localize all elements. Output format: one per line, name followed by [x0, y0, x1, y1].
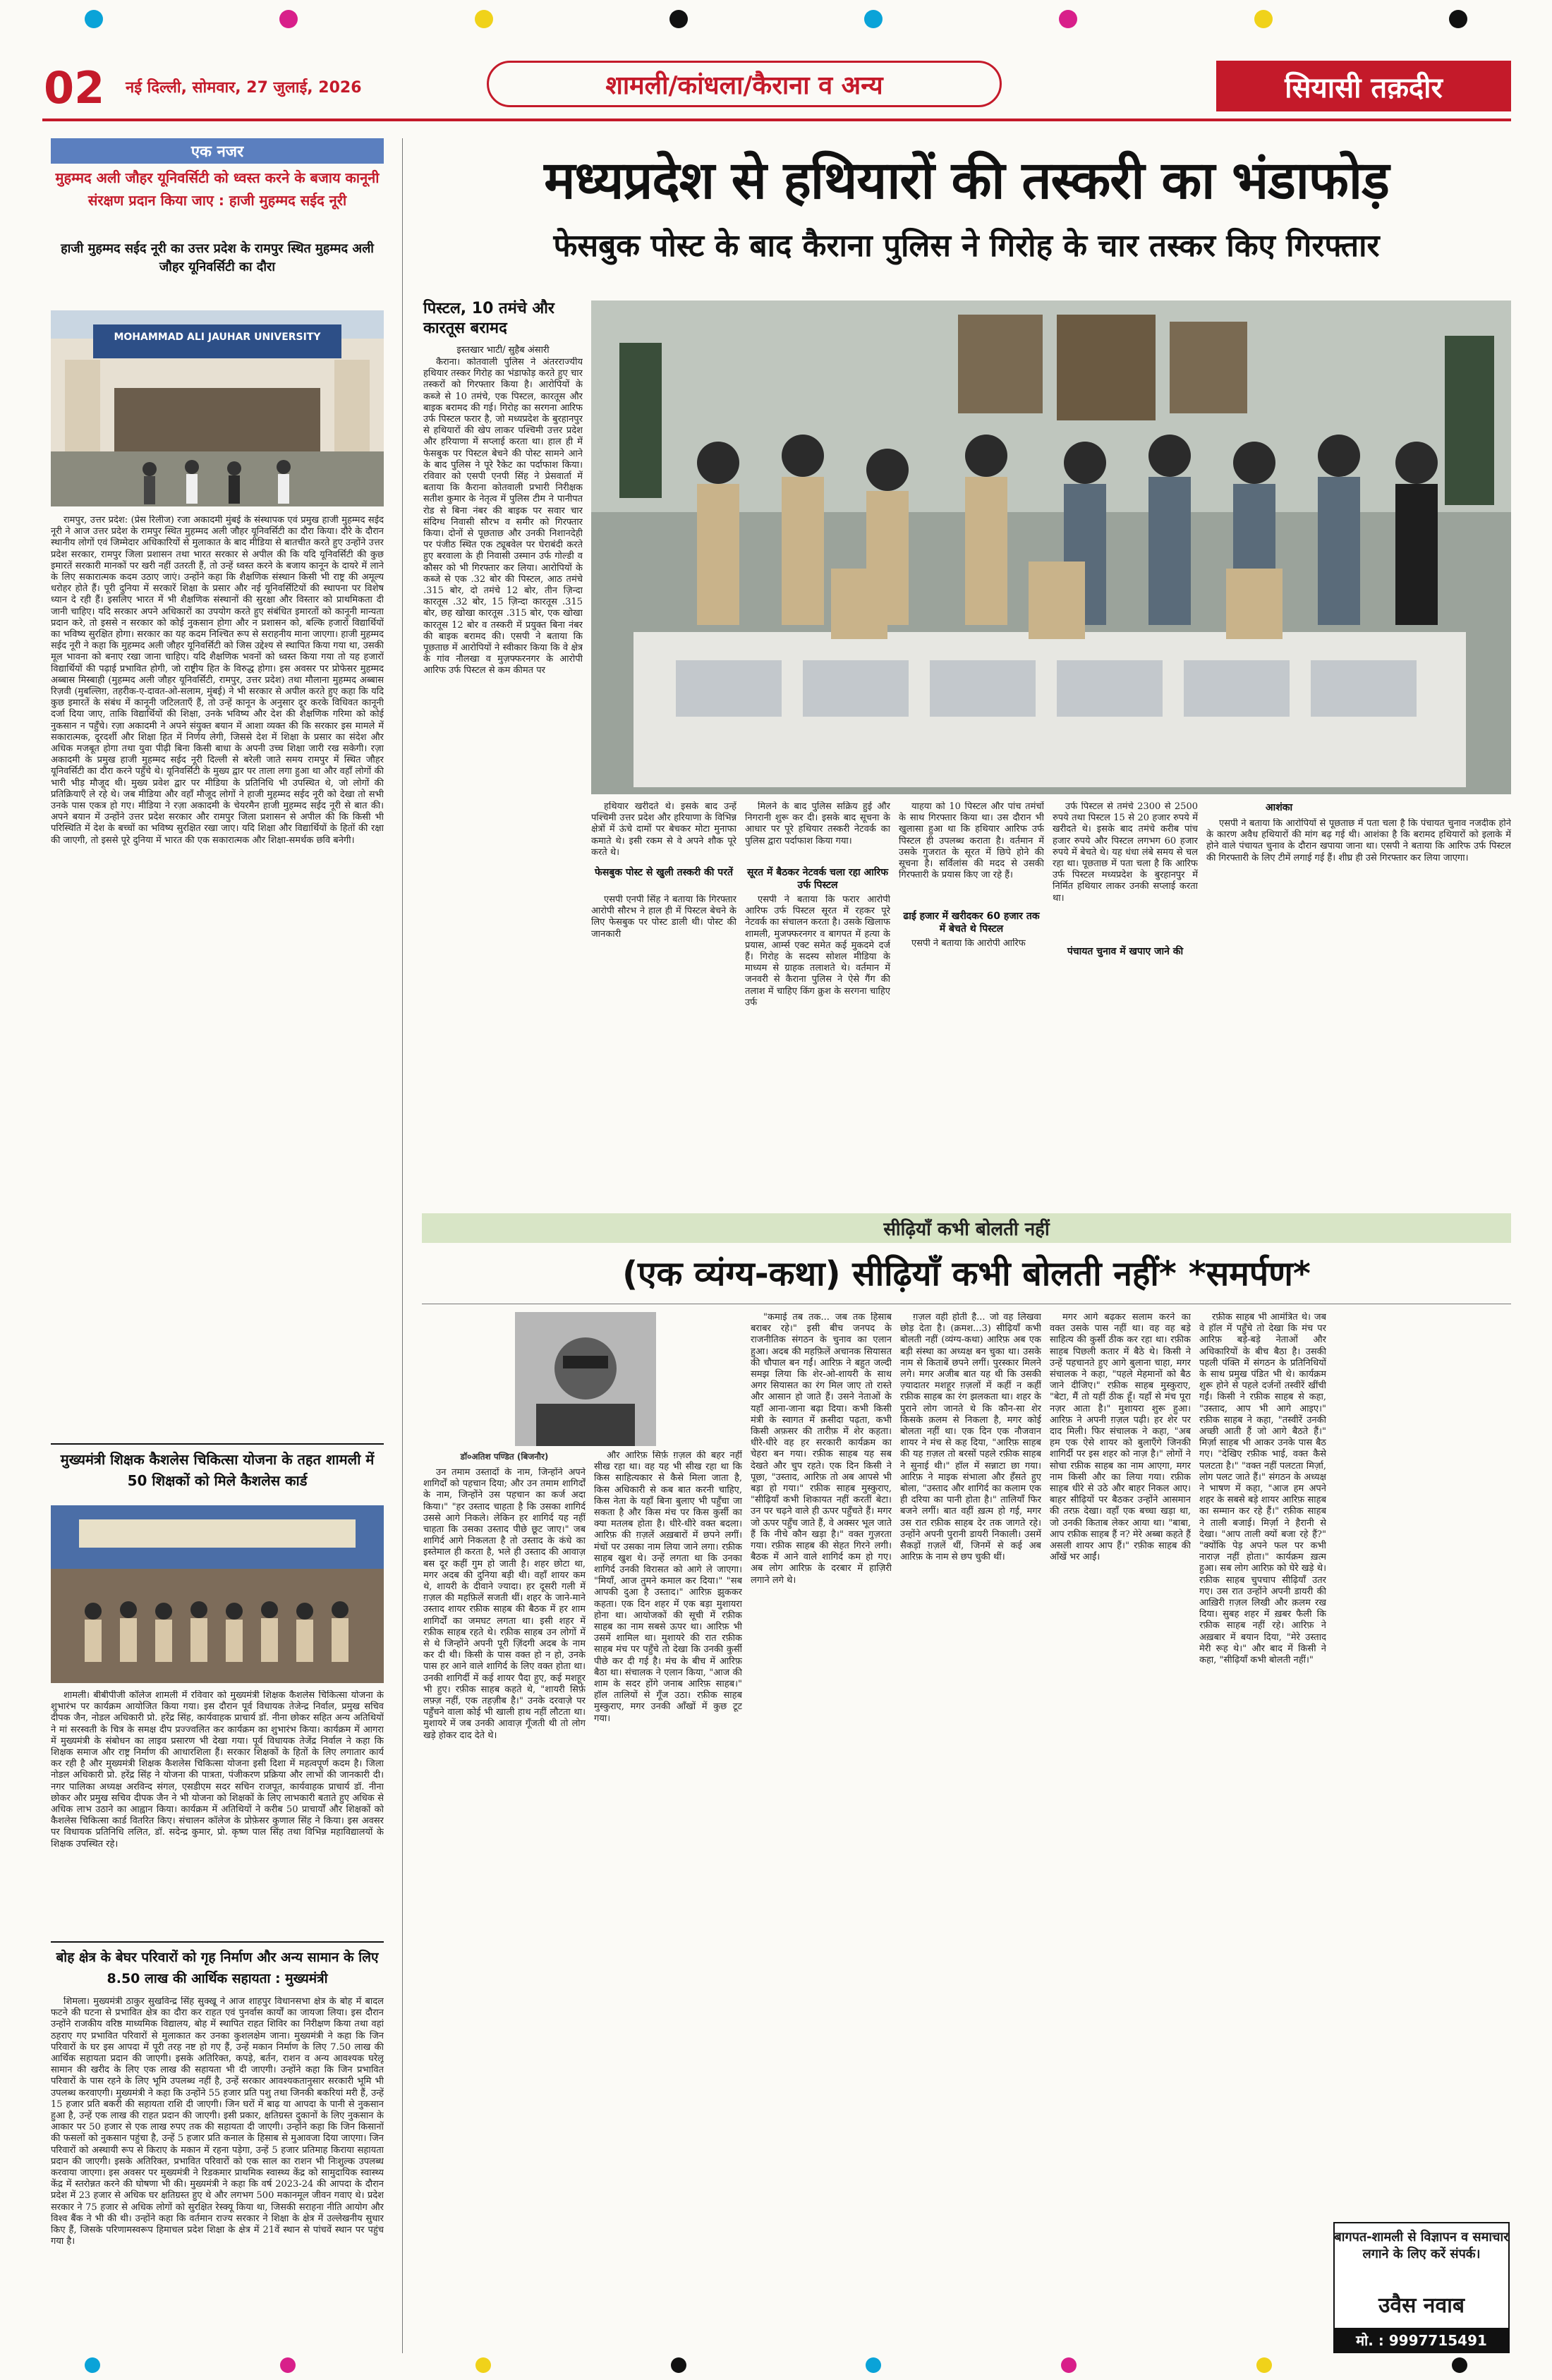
main-story-col1 [423, 357, 583, 1201]
story-headline: मुहम्मद अली जौहर यूनिवर्सिटी को ध्वस्त करने के बजाय कानूनी संरक्षण प्रदान किया जाए : हाजी मुहम्मद सईद नूरी [55, 169, 380, 209]
main-story-col4b [899, 938, 1044, 1202]
story-paragraph: रफ़ीक साहब भी आमंत्रित थे। जब वे हॉल में पहुँचे तो देखा कि मंच पर आरिफ़ बड़े-बड़े नेताओं और अधिकारियों के बीच बैठा है। उसकी पहली पंक्ति में संगठन के प्रतिनिधियों के साथ प्रमुख पंडित भी थे। कार्यक्रम शुरू होने से पहले दर्जनों तस्वीरें खींची गईं। किसी ने रफ़ीक साहब से कहा, "उस्ताद, आप भी आगे आइए।" रफ़ीक साहब ने कहा, "तस्वीरें उनकी अच्छी आती हैं जो आगे बैठते हैं।" मिर्ज़ा साहब भी आकर उनके पास बैठ गए। "देखिए रफ़ीक भाई, वक्त कैसे पलटता है।" "वक्त नहीं पलटता मिर्ज़ा, लोग पलट जाते हैं।" संगठन के अध्यक्ष ने भाषण में कहा, "आज हम अपने शहर के सबसे बड़े शायर आरिफ़ साहब का सम्मान कर रहे हैं।" रफ़ीक साहब ने ताली बजाई। मिर्ज़ा ने हैरानी से देखा। "आप ताली क्यों बजा रहे हैं?" "क्योंकि पेड़ अपने फल पर कभी नाराज़ नहीं होता।" कार्यक्रम ख़त्म हुआ। सब लोग आरिफ़ को घेरे खड़े थे। रफ़ीक साहब चुपचाप सीढ़ियाँ उतर गए। उस रात उन्होंने अपनी डायरी की आख़िरी ग़ज़ल लिखी और क़लम रख दिया। सुबह शहर में ख़बर फैली कि रफ़ीक साहब नहीं रहे। आरिफ़ ने अख़बार में बयान दिया, "मेरे उस्ताद मेरी रूह थे।" और बाद में किसी ने कहा, "सीढ़ियाँ कभी बोलती नहीं।" [1199, 1312, 1326, 1666]
reg-mark [866, 2357, 881, 2373]
main-headline: मध्यप्रदेश से हथियारों की तस्करी का भंडाफोड़ [544, 150, 1389, 211]
story-paragraph: एसपी एनपी सिंह ने बताया कि गिरफ्तार आरोपी सौरभ ने हाल ही में पिस्टल बेचने के लिए फेसबुक पर पोस्ट डाली थी। पोस्ट की जानकारी [591, 894, 736, 940]
reg-mark [280, 2357, 296, 2373]
story-paragraph: एसपी ने बताया कि आरोपी आरिफ [911, 938, 1026, 949]
author-caption: डॉ०अतिश पण्डित (बिजनौर) [460, 1452, 549, 1462]
story-paragraph: मगर आगे बढ़कर सलाम करने का वक्त उसके पास नहीं था। वह वह बड़े साहित्य की कुर्सी ठीक कर रहा था। रफ़ीक साहब पिछली कतार में बैठे थे। किसी ने उन्हें पहचानते हुए आगे बुलाना चाहा, मगर संचालक ने कहा, "पहले मेहमानों को बैठ जाने दीजिए।" रफ़ीक साहब मुस्कुराए, "बेटा, मैं तो यहीं ठीक हूँ। यहाँ से मंच पूरा नज़र आता है।" मुशायरा शुरू हुआ। आरिफ़ ने अपनी ग़ज़ल पढ़ी। हर शेर पर दाद मिली। फिर संचालक ने कहा, "अब हम एक ऐसे शायर को बुलाएँगे जिनकी शागिर्दी पर इस शहर को नाज़ है।" लोगों ने सोचा रफ़ीक साहब का नाम आएगा, मगर नाम किसी और का लिया गया। रफ़ीक साहब धीरे से उठे और बाहर निकल आए। बाहर सीढ़ियों पर बैठकर उन्होंने आसमान की तरफ़ देखा। वहाँ एक बच्चा खड़ा था, जो उनकी किताब लेकर आया था। "बाबा, आप रफ़ीक साहब हैं न? मेरे अब्बा कहते हैं असली शायर आप हैं।" रफ़ीक साहब की आँखें भर आईं। [1050, 1312, 1191, 1563]
relief-story-body [51, 1996, 384, 2353]
column-subhead: फेसबुक पोस्ट से खुली तस्करी की परतें [595, 867, 733, 878]
divider [51, 1443, 384, 1445]
satire-col3 [751, 1312, 892, 2353]
reg-mark [671, 2357, 686, 2373]
column-subhead: ढाई हजार में खरीदकर 60 हजार तक में बेचते थे पिस्टल [903, 911, 1040, 935]
photo-sign-text: MOHAMMAD ALI JAUHAR UNIVERSITY [114, 332, 321, 343]
story-headline: बोह क्षेत्र के बेघर परिवारों को गृह निर्माण और अन्य सामान के लिए 8.50 लाख की आर्थिक सहायता : मुख्यमंत्री [56, 1950, 379, 1986]
left-story-body [51, 515, 384, 1439]
reg-mark [85, 2357, 100, 2373]
story-paragraph: "कमाई तब तक... जब तक हिसाब बराबर रहे।" इसी बीच जनपद के राजनीतिक संगठन के चुनाव का एलान हुआ। अदब की महफ़िलें अचानक सियासत की चौपाल बन गईं। आरिफ़ ने बहुत जल्दी समझ लिया कि शेर-ओ-शायरी के साथ अगर सियासत का रंग मिल जाए तो रास्ते और आसान हो जाते हैं। उसने नेताओं के यहाँ आना-जाना बढ़ा दिया। कभी किसी मंत्री के स्वागत में क़सीदा पढ़ता, कभी किसी अफ़सर की तारीफ़ में शेर कहता। धीरे-धीरे वह हर सरकारी कार्यक्रम का चेहरा बन गया। रफ़ीक साहब यह सब देखते और चुप रहते। एक दिन किसी ने पूछा, "उस्ताद, आरिफ़ तो अब आपसे भी बड़ा हो गया।" रफ़ीक साहब मुस्कुराए, "सीढ़ियाँ कभी शिकायत नहीं करतीं बेटा। उन पर चढ़ने वाले ही ऊपर पहुँचते हैं। मगर जो ऊपर पहुँच जाते हैं, वे अक्सर भूल जाते हैं कि नीचे कौन खड़ा है।" वक्त गुज़रता गया। रफ़ीक साहब की सेहत गिरने लगी। बैठक में आने वाले शागिर्द कम हो गए। अब लोग आरिफ़ के दरबार में हाज़िरी लगाने लगे थे। [751, 1312, 892, 1586]
university-photo [51, 310, 384, 506]
story-paragraph: और आरिफ़ सिर्फ़ ग़ज़ल की बहर नहीं सीख रहा था। वह यह भी सीख रहा था कि किस साहित्यकार से कैसे मिला जाता है, किस अधिकारी से कब बात करनी चाहिए, किस नेता के यहाँ बिना बुलाए भी पहुँचा जा सकता है और किस मंच पर किस कुर्सी का क्या मतलब होता है। धीरे-धीरे वक्त बदला। आरिफ़ की ग़ज़लें अख़बारों में छपने लगीं। मंचों पर उसका नाम लिया जाने लगा। रफ़ीक साहब खुश थे। उन्हें लगता था कि उनका शागिर्द उनकी विरासत को आगे ले जाएगा। "मियाँ, आज तुमने कमाल कर दिया।" "सब आपकी दुआ है उस्ताद।" आरिफ़ झुककर कहता। एक दिन शहर में एक बड़ा मुशायरा होना था। आयोजकों की सूची में रफ़ीक साहब का नाम सबसे ऊपर था। आरिफ़ भी उसमें शामिल था। मुशायरे की रात रफ़ीक साहब मंच पर पहुँचे तो देखा कि उनकी कुर्सी पीछे कर दी गई है। मंच के बीच में आरिफ़ बैठा था। संचालक ने एलान किया, "आज की शाम के सदर होंगे जनाब आरिफ़ साहब।" हॉल तालियों से गूँज उठा। रफ़ीक साहब मुस्कुराए, मगर उनकी आँखों में कुछ टूट गया। [594, 1450, 742, 1724]
reg-mark [1452, 2357, 1467, 2373]
satire-col4 [900, 1312, 1041, 2353]
reg-mark [669, 10, 688, 28]
column-subhead: पिस्टल, 10 तमंचे और कारतूस बरामद [423, 300, 554, 337]
reg-mark [1449, 10, 1467, 28]
masthead-rule [42, 119, 1511, 121]
story-paragraph: शिमला। मुख्यमंत्री ठाकुर सुखविन्द्र सिंह सुक्खू ने आज शाहपुर विधानसभा क्षेत्र के बोह में बादल फटने की घटना से प्रभावित क्षेत्र का दौरा कर राहत एवं पुनर्वास कार्यों का जायजा लिया। इस दौरान उन्होंने राजकीय वरिष्ठ माध्यमिक विद्यालय, बोह में स्थापित राहत शिविर का निरीक्षण किया तथा वहां ठहराए गए प्रभावित परिवारों से मुलाकात कर उनका कुशलक्षेम जाना। मुख्यमंत्री ने कहा कि जिन परिवारों के घर इस आपदा में पूरी तरह नष्ट हो गए हैं, उन्हें मकान निर्माण के लिए 7.50 लाख की आर्थिक सहायता प्रदान की जाएगी। इसके अतिरिक्त, कपड़े, बर्तन, राशन व अन्य आवश्यक घरेलू सामान की खरीद के लिए एक लाख की सहायता भी दी जाएगी। उन्होंने कहा कि जिन प्रभावित परिवारों के पास रहने के लिए भूमि उपलब्ध नहीं है, उन्हें सरकार आवश्यकतानुसार सरकारी भूमि भी उपलब्ध करवाएगी। मुख्यमंत्री ने कहा कि उन्होंने 55 हजार प्रति पशु तथा जिनकी बकरियां मरी हैं, उन्हें 15 हजार प्रति बकरी की सहायता राशि दी जाएगी। जिन घरों में बाढ़ या आपदा के पानी से नुकसान हुआ है, उन्हें एक लाख की राहत प्रदान की जाएगी। इसी प्रकार, क्षतिग्रस्त दुकानों के लिए नुकसान के आकार पर 50 हजार से एक लाख रुपए तक की सहायता दी जाएगी। उन्होंने कहा कि जिन किसानों की फसलों को नुकसान पहुंचा है, उन्हें 5 हजार प्रति कनाल के हिसाब से मुआवजा दिया जाएगा। जिन परिवारों को अस्थायी रूप से किराए के मकान में रहना पड़ेगा, उन्हें 5 हजार प्रतिमाह किराया सहायता प्रदान की जाएगी। इसके अतिरिक्त, प्रभावित परिवारों को एक साल का राशन भी निःशुल्क उपलब्ध करवाया जाएगा। इस अवसर पर मुख्यमंत्री ने रिडकमार प्राथमिक स्वास्थ्य केंद्र को सामुदायिक स्वास्थ्य केंद्र में स्तरोन्नत करने की घोषणा भी की। मुख्यमंत्री ने कहा कि वर्ष 2023-24 की आपदा के दौरान प्रदेश में 23 हजार से अधिक घर क्षतिग्रस्त हुए थे और लगभग 500 मकानमूल जीवन गवाए थे। प्रदेश सरकार ने 75 हजार से अधिक लोगों को सुरक्षित रेस्क्यू किया था, जिसकी सराहना नीति आयोग और विश्व बैंक ने भी की थी। उन्होंने कहा कि वर्तमान राज्य सरकार ने शिक्षा के क्षेत्र में उल्लेखनीय सुधार किए हैं, जिसके परिणामस्वरूप हिमाचल प्रदेश शिक्षा के क्षेत्र में 21वें स्थान से पांचवें स्थान पर पहुंच गया है। [51, 1996, 384, 2247]
column-subhead: आशंका [1265, 802, 1293, 813]
story-paragraph: कैराना। कोतवाली पुलिस ने अंतरराज्यीय हथियार तस्कर गिरोह का भंडाफोड़ करते हुए चार तस्करों को गिरफ्तार किया है। आरोपियों के कब्जे से 10 तमंचे, एक पिस्टल, कारतूस और बाइक बरामद की गई। गिरोह का सरगना आरिफ उर्फ पिस्टल फरार है, जो मध्यप्रदेश के बुरहानपुर से हथियारों की खेप लाकर पश्चिमी उत्तर प्रदेश और हरियाणा में सप्लाई करता था। हाल ही में फेसबुक पर पिस्टल बेचने की पोस्ट सामने आने के बाद पुलिस ने पूरे रैकेट का पर्दाफाश किया। रविवार को एसपी एनपी सिंह ने प्रेसवार्ता में बताया कि कैराना कोतवाली प्रभारी निरीक्षक सतीश कुमार के नेतृत्व में पुलिस टीम ने पानीपत रोड से बिना नंबर की बाइक पर सवार चार संदिग्ध निवासी सौरभ व समीर को गिरफ्तार किया। दोनों से पूछताछ और उनकी निशानदेही पर पंजीठ स्थित एक ट्यूबवेल पर घेराबंदी करते हुए बरवाला के ही निवासी उस्मान उर्फ गोल्डी व कौसर को भी गिरफ्तार कर लिया। आरोपियों के कब्जे से एक .32 बोर की पिस्टल, आठ तमंचे .315 बोर, दो तमंचे 12 बोर, तीन ज़िन्दा कारतूस .32 बोर, 15 ज़िन्दा कारतूस .315 बोर, छह खोखा कारतूस .315 बोर, एक खोखा कारतूस 12 बोर व तस्करी में प्रयुक्त बिना नंबर की बाइक बरामद की। एसपी ने बताया कि पूछताछ में आरोपियों ने स्वीकार किया कि वे क्षेत्र के गांव नौलखा व मुज़फ्फरनगर के आरोपी आरिफ उर्फ पिस्टल से कम कीमत पर [423, 357, 583, 676]
main-subhead: फेसबुक पोस्ट के बाद कैराना पुलिस ने गिरोह के चार तस्कर किए गिरफ्तार [553, 228, 1380, 264]
brand-logo: सियासी तक़दीर [1216, 61, 1511, 111]
column-rule [402, 138, 403, 2353]
story-headline: मुख्यमंत्री शिक्षक कैशलेस चिकित्सा योजना के तहत शामली में 50 शिक्षकों को मिले कैशलेस कार्ड [60, 1451, 375, 1489]
ad-text: बागपत-शामली से विज्ञापन व समाचार लगाने के लिए करें संपर्क। [1334, 2230, 1509, 2261]
reg-mark [85, 10, 103, 28]
reg-mark [1061, 2357, 1077, 2373]
story-paragraph: उर्फ पिस्टल से तमंचे 2300 से 2500 रुपये तथा पिस्टल 15 से 20 हजार रुपये में खरीदते थे। इसके बाद तमंचे करीब पांच हजार रुपये और पिस्टल लगभग 60 हजार रुपये में बेचते थे। यह धंधा लंबे समय से चल रहा था। पूछताछ में पता चला है कि आरिफ उर्फ पिस्टल मध्यप्रदेश के बुरहानपुर में निर्मित हथियार लाकर उनकी सप्लाई करता था। [1053, 801, 1198, 904]
ad-contact-name: उवैस नवाब [1378, 2293, 1465, 2318]
section-tag: एक नजर [51, 138, 384, 164]
main-story-col3b [745, 894, 890, 1202]
column-subhead: सूरत में बैठकर नेटवर्क चला रहा आरिफ उर्फ पिस्टल [746, 867, 888, 891]
main-story-col2 [591, 801, 736, 865]
date-line: नई दिल्ली, सोमवार, 27 जुलाई, 2026 [126, 79, 362, 97]
story-paragraph: ग़ज़ल वही होती है... जो वह लिखवा छोड़ देता है। (क्रमश...3) सीढ़ियाँ कभी बोलती नहीं (व्यंग्य-कथा) आरिफ़ अब एक बड़ी संस्था का अध्यक्ष बन चुका था। उसके नाम से किताबें छपने लगीं। पुरस्कार मिलने लगे। मगर अजीब बात यह थी कि उसकी ज़्यादातर मशहूर ग़ज़लों में कहीं न कहीं रफ़ीक साहब का रंग झलकता था। शहर के पुराने लोग जानते थे कि कौन-सा शेर किसके क़लम से निकला है, मगर कोई बोलता नहीं था। एक दिन एक नौजवान शायर ने मंच से कह दिया, "आरिफ़ साहब की यह ग़ज़ल तो बरसों पहले रफ़ीक साहब ने सुनाई थी।" हॉल में सन्नाटा छा गया। आरिफ़ ने माइक संभाला और हँसते हुए बोला, "उस्ताद और शागिर्द का कलाम एक ही दरिया का पानी होता है।" तालियाँ फिर बजने लगीं। बात वहीं ख़त्म हो गई, मगर उस रात रफ़ीक साहब देर तक जागते रहे। उन्होंने अपनी पुरानी डायरी निकाली। उसमें सैकड़ों ग़ज़लें थीं, जिनमें से कई अब आरिफ़ के नाम से छप चुकी थीं। [900, 1312, 1041, 1563]
ad-mobile-number: मो. : 9997715491 [1333, 2328, 1510, 2353]
story-paragraph: याहया को 10 पिस्टल और पांच तमंचों के साथ गिरफ्तार किया था। उस दौरान भी खुलासा हुआ था कि हथियार आरिफ उर्फ पिस्टल ही उपलब्ध कराता है। वर्तमान में उसके गुजरात के सूरत में छिपे होने की सूचना है। सर्विलांस की मदद से उसकी गिरफ्तारी के प्रयास किए जा रहे हैं। [899, 801, 1044, 881]
satire-col1 [423, 1467, 586, 2353]
cashless-story-body [51, 1690, 384, 1937]
main-story-col5 [1053, 801, 1198, 942]
main-story-col4 [899, 801, 1044, 906]
police-press-photo [591, 300, 1511, 794]
reg-mark [1254, 10, 1273, 28]
story-paragraph: उन तमाम उस्तादों के नाम, जिन्होंने अपने शागिर्दों को पहचान दिया; और उन तमाम शागिर्दों के नाम, जिन्होंने उस पहचान का कर्ज अदा किया।" "हर उस्ताद चाहता है कि उसका शागिर्द उससे आगे निकले। लेकिन हर शागिर्द यह नहीं चाहता कि उसका उस्ताद पीछे छूट जाए।" जब शागिर्द आगे निकलता है तो उस्ताद के कंधे का इस्तेमाल ही करता है, भले ही उस्ताद की आवाज़ बस दूर कहीं गुम हो जाती है। शहर छोटा था, मगर अदब की दुनिया बड़ी थी। वहाँ शायर कम थे, शायरी के दीवाने ज्यादा। हर दूसरी गली में ग़ज़ल की महफ़िलें सजती थीं। शहर के जाने-माने उस्ताद शायर रफ़ीक साहब की बैठक में हर शाम शागिर्दों का जमघट लगता था। इसी शहर में रफ़ीक साहब रहते थे। रफ़ीक साहब उन लोगों में से थे जिन्होंने अपनी पूरी ज़िंदगी अदब के नाम कर दी थी। किसी के पास वक्त हो न हो, उनके पास हर आने वाले शागिर्द के लिए वक्त होता था। उनकी शागिर्दी में कई शायर पैदा हुए, कई मशहूर भी हुए। रफ़ीक साहब कहते थे, "शायरी सिर्फ़ लफ़्ज़ नहीं, एक तहज़ीब है।" उनके दरवाज़े पर पहुँचने वाला कोई भी खाली हाथ नहीं लौटता था। मुशायरे में जब उनकी आवाज़ गूँजती थी तो लोग खड़े होकर दाद देते थे। [423, 1467, 586, 1741]
reg-mark [1256, 2357, 1272, 2373]
story-paragraph: हथियार खरीदते थे। इसके बाद उन्हें पश्चिमी उत्तर प्रदेश और हरियाणा के विभिन्न क्षेत्रों में ऊंचे दामों पर बेचकर मोटा मुनाफा कमाते थे। इसी रकम से वे अपने शौक पूरे करते थे। [591, 801, 736, 858]
reg-mark [864, 10, 883, 28]
story-paragraph: शामली। बीबीपीजी कॉलेज शामली में रविवार को मुख्यमंत्री शिक्षक कैशलेस चिकित्सा योजना के शुभारंभ पर कार्यक्रम आयोजित किया गया। इस दौरान पूर्व विधायक तेजेन्द्र निर्वाल, प्रमुख सचिव दीपक जैन, नोडल अधिकारी प्रो. हरेंद्र सिंह, कार्यवाहक प्राचार्य डॉ. नीना छोकर सहित अन्य अतिथियों ने मां सरस्वती के चित्र के समक्ष दीप प्रज्ज्वलित कर कार्यक्रम का शुभारंभ किया। कार्यक्रम में आगरा में मुख्यमंत्री के संबोधन का लाइव प्रसारण भी देखा गया। पूर्व विधायक तेजेंद्र निर्वाल ने कहा कि शिक्षक समाज और राष्ट्र निर्माण की आधारशिला हैं। सरकार शिक्षकों के हितों के लिए लगातार कार्य कर रही है और मुख्यमंत्री शिक्षक कैशलेस चिकित्सा योजना इसी दिशा में महत्वपूर्ण कदम है। जिला नोडल अधिकारी प्रो. हरेंद्र सिंह ने योजना की पात्रता, पंजीकरण प्रक्रिया और लाभों की जानकारी दी। नगर पालिका अध्यक्ष अरविन्द संगल, एसडीएम सदर सचिन राजपूत, कार्यवाहक प्राचार्य डॉ. नीना छोकर और प्रमुख सचिव दीपक जैन ने भी योजना को शिक्षकों के लिए लाभकारी बताते हुए अधिक से अधिक लाभ उठाने का आह्वान किया। कार्यक्रम में अतिथियों ने करीब 50 प्राचार्यों और शिक्षकों को कैशलेस चिकित्सा कार्ड वितरित किए। संचालन कॉलेज के प्रोफ़ेसर कुणाल सिंह ने किया। इस अवसर पर विधायक प्रतिनिधि ललित, डॉ. सदेन्द्र कुमार, प्रो. कृष्ण पाल सिंह तथा विभिन्न महाविद्यालयों के शिक्षक उपस्थित रहे। [51, 1690, 384, 1850]
section-ribbon: सीढ़ियाँ कभी बोलती नहीं [422, 1213, 1511, 1243]
story-paragraph: मिलने के बाद पुलिस सक्रिय हुई और निगरानी शुरू कर दी। इसके बाद सूचना के आधार पर पूरे हथियार तस्करी नेटवर्क का पुलिस द्वारा पर्दाफाश किया गया। [745, 801, 890, 846]
story-subhead: हाजी मुहम्मद सईद नूरी का उत्तर प्रदेश के रामपुर स्थित मुहम्मद अली जौहर यूनिवर्सिटी का दौरा [61, 241, 374, 274]
registration-marks-top [85, 10, 1467, 31]
satire-col6 [1199, 1312, 1326, 2353]
reg-mark [1059, 10, 1077, 28]
reg-mark [279, 10, 298, 28]
reg-mark [475, 10, 493, 28]
byline: इस्तखार भाटी/ सुहैब अंसारी [456, 345, 550, 356]
divider [51, 1941, 384, 1943]
story-paragraph: रामपुर, उत्तर प्रदेश: (प्रेस रिलीज) रजा अकादमी मुंबई के संस्थापक एवं प्रमुख हाजी मुहम्मद सईद नूरी ने आज उत्तर प्रदेश के रामपुर स्थित मुहम्मद अली जौहर यूनिवर्सिटी का दौरा किया। दौरे के दौरान स्थानीय लोगों एवं जिम्मेदार अधिकारियों से मुलाकात के बाद मीडिया से बातचीत करते हुए उन्होंने उत्तर प्रदेश सरकार, रामपुर जिला प्रशासन तथा भारत सरकार से अपील की कि यदि यूनिवर्सिटी की कुछ इमारतें सरकारी मानकों पर खरी नहीं उतरती हैं, तो उन्हें ध्वस्त करने के बजाय कानून के दायरे में लाने के लिए सकारात्मक कदम उठाए जाएं। उन्होंने कहा कि शैक्षणिक संस्थान किसी भी राष्ट्र की अमूल्य धरोहर होते हैं। पूरी दुनिया में सरकारें शिक्षा के प्रसार और नई यूनिवर्सिटियों की स्थापना पर विशेष ध्यान दे रही हैं। इसलिए भारत में भी शैक्षणिक संस्थानों की सुरक्षा और विस्तार को प्राथमिकता दी जानी चाहिए। यदि सरकार अपने अधिकारों का उपयोग करते हुए संबंधित इमारतों को कानूनी मान्यता प्रदान करे, तो इससे न सरकार को कोई नुकसान होगा और न प्रशासन को, बल्कि हजारों विद्यार्थियों का भविष्य सुरक्षित होगा। सरकार का यह कदम निश्चित रूप से सराहनीय माना जाएगा। हाजी मुहम्मद सईद नूरी ने कहा कि मुहम्मद अली जौहर यूनिवर्सिटी को जिस उद्देश्य से स्थापित किया गया था, उसकी मूल भावना को बनाए रखा जाना चाहिए। यदि शैक्षणिक भवनों को ध्वस्त किया गया तो यह हजारों विद्यार्थियों की पढ़ाई प्रभावित होगी, जो राष्ट्रीय हित के विरुद्ध होगा। इस अवसर पर प्रोफेसर मुहम्मद अब्बास मिस्बाही (मुहम्मद अली जौहर यूनिवर्सिटी, रामपुर, उत्तर प्रदेश) तथा मौलाना मुहम्मद अब्बास रिज़वी (मुबल्लिग़, तहरीक-ए-दावत-ओ-सलाम, मुंबई) ने भी सरकार से अपील करते हुए कहा कि यदि कुछ इमारतें के संबंध में कानूनी जटिलताएँ हैं, तो उन्हें कानून के अनुसार दूर करके विधिवत कानूनी दर्जा दिया जाए, ताकि विद्यार्थियों की शिक्षा, उनके भविष्य और देश की शैक्षणिक गरिमा को कोई नुकसान न पहुँचे। रज़ा अकादमी ने अपने संयुक्त बयान में आशा व्यक्त की कि सरकार इस मामले में सकारात्मक, दूरदर्शी और शिक्षा हित में निर्णय लेगी, जिससे देश में शिक्षा के प्रसार का संदेश और अधिक मजबूत होगा तथा युवा पीढ़ी बिना किसी बाधा के अपनी उच्च शिक्षा जारी रख सकेगी। रज़ा अकादमी के प्रमुख हाजी मुहम्मद सईद नूरी दिल्ली से बरेली जाते समय रामपुर में स्थित जौहर यूनिवर्सिटी का दौरा करने पहुँचे थे। यूनिवर्सिटी के मुख्य द्वार पर ताला लगा हुआ था और वहाँ लोगों की भारी भीड़ मौजूद थी। मुख्य प्रवेश द्वार पर मीडिया के प्रतिनिधि भी उपस्थित थे, जो लोगों की प्रतिक्रियाएँ ले रहे थे। जब मीडिया और वहाँ मौजूद लोगों ने हाजी मुहम्मद सईद नूरी को देखा तो सभी उनके पास एकत्र हो गए। मीडिया ने रज़ा अकादमी के चेयरमैन हाजी मुहम्मद सईद नूरी से बात की। अपने बयान में उन्होंने उत्तर प्रदेश सरकार और रामपुर जिला प्रशासन से अपील की कि किसी भी परिस्थिति में देश के बच्चों का भविष्य सुरक्षित रखा जाए। यदि शिक्षा और विद्यार्थियों के हितों की रक्षा की जाएगी, तो इससे पूरे दुनिया में भारत की एक सकारात्मक और शिक्षा-समर्थक छवि बनेगी। [51, 515, 384, 846]
reg-mark [475, 2357, 491, 2373]
satire-col2 [594, 1450, 742, 2353]
main-story-col6 [1206, 818, 1511, 1202]
main-story-col2b [591, 894, 736, 1202]
main-story-col3 [745, 801, 890, 865]
satire-headline: (एक व्यंग्य-कथा) सीढ़ियाँ कभी बोलती नहीं* *समर्पण* [622, 1254, 1311, 1294]
section-title: शामली/कांधला/कैराना व अन्य [487, 61, 1002, 107]
column-subhead: पंचायत चुनाव में खपाए जाने की [1067, 946, 1184, 957]
ceremony-photo [51, 1505, 384, 1683]
author-photo [515, 1312, 656, 1446]
registration-marks-bottom [85, 2357, 1467, 2376]
satire-col5 [1050, 1312, 1191, 2353]
page-number: 02 [44, 62, 105, 114]
story-paragraph: एसपी ने बताया कि आरोपियों से पूछताछ में पता चला है कि पंचायत चुनाव नजदीक होने के कारण अवैध हथियारों की मांग बढ़ गई थी। आशंका है कि बरामद हथियारों को इलाके में होने वाले पंचायत चुनाव के दौरान खपाया जाना था। एसपी ने बताया कि आरिफ उर्फ पिस्टल की गिरफ्तारी के लिए टीमें लगाई गई हैं। शीघ्र ही उसे गिरफ्तार कर लिया जाएगा। [1206, 818, 1511, 863]
story-paragraph: एसपी ने बताया कि फरार आरोपी आरिफ उर्फ पिस्टल सूरत में रहकर पूरे नेटवर्क का संचालन करता है। उसके खिलाफ शामली, मुजफ्फरनगर व बागपत में हत्या के प्रयास, आर्म्स एक्ट समेत कई मुकदमे दर्ज हैं। गिरोह के सदस्य सोशल मीडिया के माध्यम से ग्राहक तलाशते थे। वर्तमान में जनवरी से कैराना पुलिस ने ऐसे गैंग की तलाश में चाहिए किंग क्रुश के सरगना चाहिए उर्फ [745, 894, 890, 1008]
